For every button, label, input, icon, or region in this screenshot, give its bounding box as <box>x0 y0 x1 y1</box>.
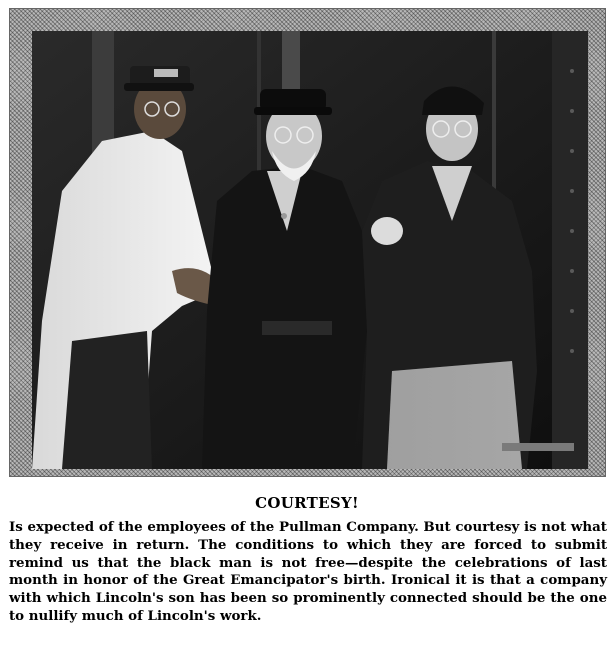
halftone-photo-border <box>9 8 606 477</box>
porter-assisting-elderly-couple-photo <box>32 31 588 469</box>
caption-body: Is expected of the employees of the Pullman Company. But courtesy is not what they receive in return. The conditions to which they are forced to submit remind us that the black man is not free—despite the celebrations of last month in honor of the Great Emancipator's birth. Ironical it is that a company with which Lincoln's son has been so prominently connected should be the one to nullify much of Lincoln's work. <box>9 519 607 624</box>
caption-title: COURTESY! <box>255 494 359 512</box>
